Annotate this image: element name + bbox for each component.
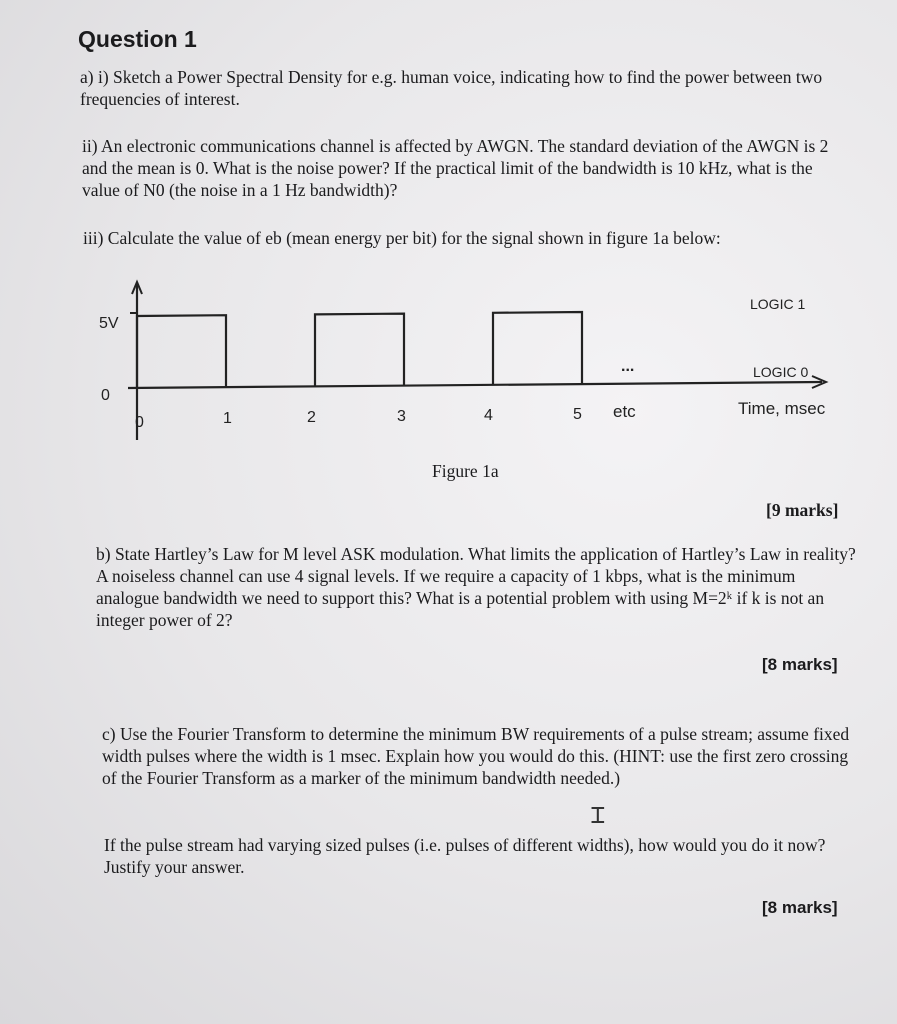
part-c-text: c) Use the Fourier Transform to determine the minimum BW requirements of a pulse stream; assume fixed width pulses where the width is 1 msec. Explain how you would do this. (HINT: use the first zero crossing of the Fourier Transform as a marker of the minimum bandwidth needed.) [102,724,850,788]
part-a-iii-text: iii) Calculate the value of eb (mean energy per bit) for the signal shown in figure 1a below: [83,228,721,248]
ellipsis-label: ... [621,358,635,375]
y-label-0: 0 [101,387,110,404]
etc-label: etc [613,402,636,421]
x-tick-2: 2 [307,409,316,426]
part-c [102,723,854,789]
x-tick-5: 5 [573,406,582,423]
part-a-i [80,66,845,110]
pulse-2 [315,314,404,387]
part-a-marks: [9 marks] [766,500,839,520]
x-tick-4: 4 [484,407,493,424]
x-tick-3: 3 [397,408,406,425]
part-a-ii [82,135,834,201]
part-a-iii [83,227,848,249]
y-label-5v: 5V [99,315,119,332]
pulse-1 [137,315,226,388]
part-c-marks: [8 marks] [762,898,838,917]
logic1-label: LOGIC 1 [750,296,806,312]
part-b [96,543,856,631]
figure-caption: Figure 1a [432,461,499,481]
x-axis [128,382,822,388]
part-a-ii-text: ii) An electronic communications channel is affected by AWGN. The standard deviation of the AWGN is 2 and the mean is 0. What is the noise power? If the practical limit of the bandwidth is 10 kHz, what is the value of N0 (the noise in a 1 Hz bandwidth)? [82,136,829,200]
x-axis-title: Time, msec [738,399,826,418]
part-b-text: b) State Hartley’s Law for M level ASK modulation. What limits the application of Hartley’s Law in reality? A noiseless channel can use 4 signal levels. If we require a capacity of 1 kbps, what is the minimum analogue bandwidth we need to support this? What is a potential problem with using M=2ᵏ if k is not an integer power of 2? [96,544,856,630]
logic0-label: LOGIC 0 [753,364,809,380]
figure-1a [0,270,897,450]
question-title: Question 1 [78,26,197,52]
pulse-group [137,312,582,388]
part-c-text2: If the pulse stream had varying sized pulses (i.e. pulses of different widths), how would you do it now? Justify your answer. [104,835,826,877]
x-tick-0: 0 [135,414,144,431]
part-c-second [104,834,844,878]
pulse-3 [493,312,582,385]
x-tick-1: 1 [223,410,232,427]
part-a-i-text: a) i) Sketch a Power Spectral Density for e.g. human voice, indicating how to find the power between two frequencies of interest. [80,67,823,109]
text-cursor-icon: Ꮖ [591,804,606,829]
part-b-marks: [8 marks] [762,655,838,674]
